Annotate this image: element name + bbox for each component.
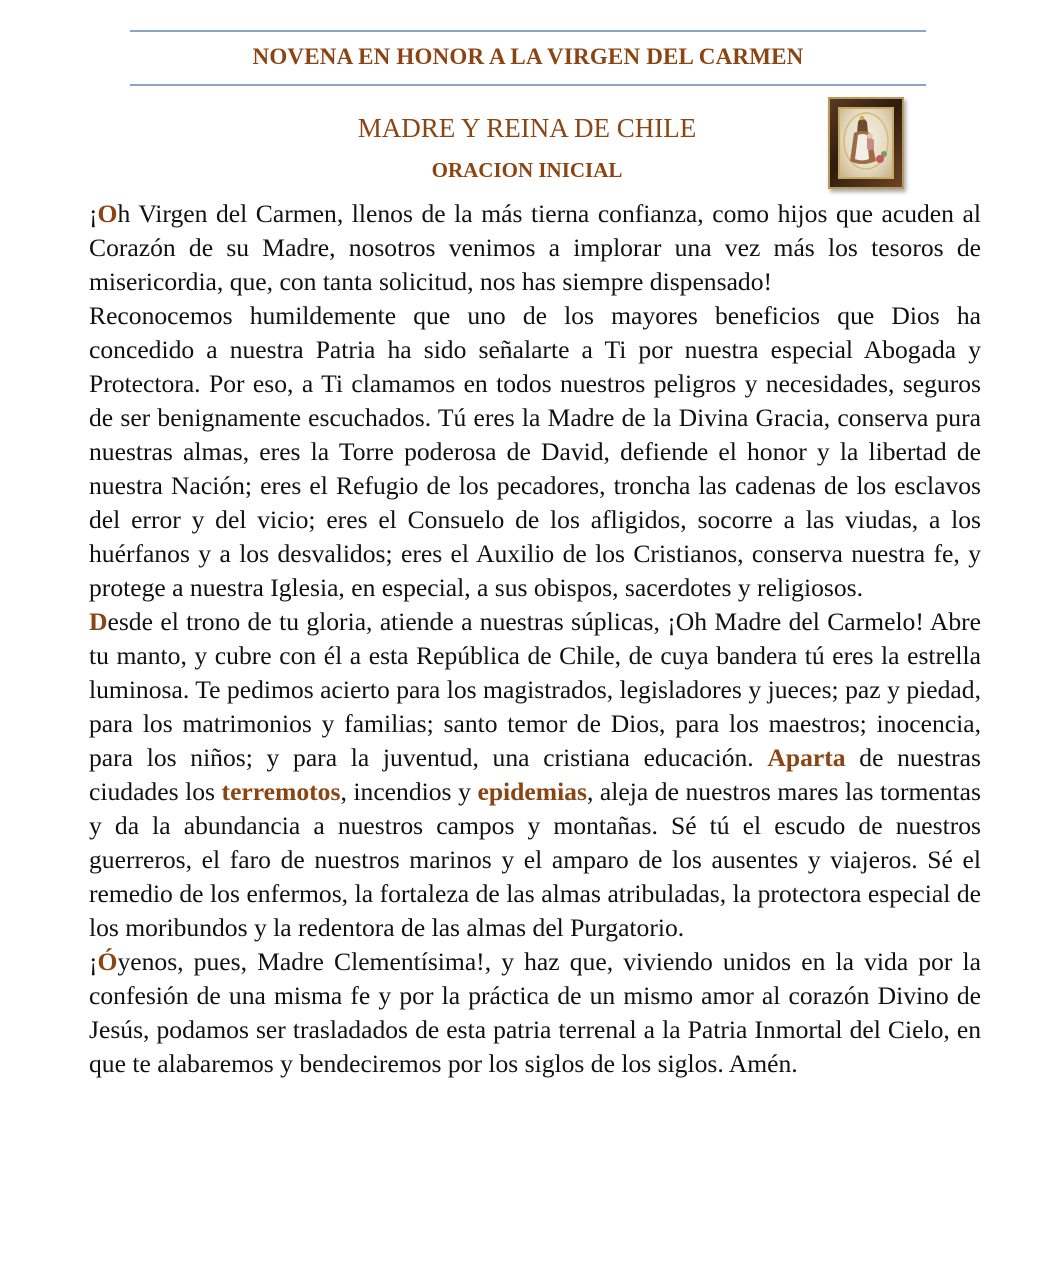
header-top-rule [130,30,926,32]
highlight-epidemias: epidemias [477,777,587,806]
virgin-figure-icon [840,109,892,173]
prayer-paragraph-1 [89,197,981,299]
virgin-carmen-image-icon [828,97,904,189]
prayer-paragraph-4 [89,945,981,1081]
header-bottom-rule [130,84,926,86]
paragraph-text: de nuestras ciudades los [89,743,982,806]
paragraph-text: , aleja de nuestros mares las tormentas y da la abundancia a nuestros campos y montañas. Sé tú el escudo de nuestros guerreros, el faro de nuestros marinos y el amparo de los ausentes y viajeros. Sé el remedio de los enfermos, la fortaleza de las almas atribuladas, la protectora especial de los moribundos y la redentora de las almas del Purgatorio. [89,777,981,942]
page-subtitle: MADRE Y REINA DE CHILE [357,113,697,143]
prayer-paragraph-3 [89,605,981,945]
opening-exclamation: ¡ [89,199,98,228]
drop-initial: D [89,607,108,636]
paragraph-text: Reconocemos humildemente que uno de los mayores beneficios que Dios ha concedido a nuestra Patria ha sido señalarte a Ti por nuestra especial Abogada y Protectora. Por eso, a Ti clamamos en todos nuestros peligros y necesidades, seguros de ser benignamente escuchados. Tú eres la Madre de la Divina Gracia, conserva pura nuestras almas, eres la Torre poderosa de David, defiende el honor y la libertad de nuestra Nación; eres el Refugio de los pecadores, troncha las cadenas de los esclavos del error y del vicio; eres el Consuelo de los afligidos, socorre a las viudas, a los huérfanos y a los desvalidos; eres el Auxilio de los Cristianos, conserva nuestra fe, y protege a nuestra Iglesia, en especial, a sus obispos, sacerdotes y religiosos. [89,301,981,602]
drop-initial: Ó [97,947,118,976]
prayer-body [89,197,981,1081]
section-title: ORACION INICIAL [431,158,623,182]
highlight-terremotos: terremotos [221,777,341,806]
paragraph-text: yenos, pues, Madre Clementísima!, y haz que, viviendo unidos en la vida por la confesión de una misma fe y por la práctica de un mismo amor al corazón Divino de Jesús, podamos ser trasladados de esta patria terrenal a la Patria Inmortal del Cielo, en que te alabaremos y bendeciremos por los siglos de los siglos. Amén. [89,947,981,1078]
opening-exclamation: ¡ [89,947,98,976]
highlight-aparta: Aparta [767,743,846,772]
prayer-paragraph-2 [89,299,981,605]
paragraph-text: , incendios y [340,777,478,806]
drop-initial: O [97,199,118,228]
paragraph-text: esde el trono de tu gloria, atiende a nuestras súplicas, ¡Oh Madre del Carmelo! Abre tu manto, y cubre con él a esta República de Chile, de cuya bandera tú eres la estrella luminosa. Te pedimos acierto para los magistrados, legisladores y jueces; paz y piedad, para los matrimonios y familias; santo temor de Dios, para los maestros; inocencia, para los niños; y para la juventud, una cristiana educación. [89,607,981,772]
paragraph-text: h Virgen del Carmen, llenos de la más tierna confianza, como hijos que acuden al Corazón de su Madre, nosotros venimos a implorar una vez más los tesoros de misericordia, que, con tanta solicitud, nos has siempre dispensado! [89,199,981,296]
page-header-title: NOVENA EN HONOR A LA VIRGEN DEL CARMEN [252,44,804,69]
